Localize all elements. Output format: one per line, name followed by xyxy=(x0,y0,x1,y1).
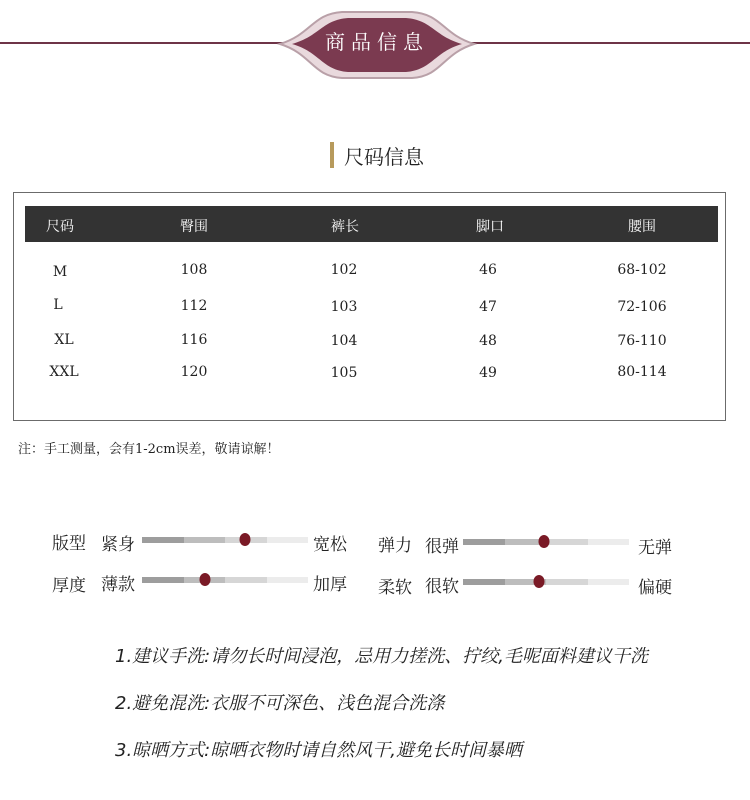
table-cell: 76-110 xyxy=(617,333,667,349)
column-header-waist: 腰围 xyxy=(628,219,656,235)
column-header-length: 裤长 xyxy=(331,219,359,235)
property-right-label: 偏硬 xyxy=(638,578,672,598)
property-right-label: 无弹 xyxy=(638,538,672,558)
table-cell: 103 xyxy=(330,299,358,315)
scale-marker xyxy=(539,535,550,548)
scale-segment xyxy=(142,577,184,583)
table-cell: 108 xyxy=(180,262,208,278)
table-cell: 102 xyxy=(330,262,358,278)
table-cell: XL xyxy=(54,332,74,348)
property-right-label: 宽松 xyxy=(313,535,347,555)
table-cell: L xyxy=(53,297,63,313)
scale-segment xyxy=(463,579,505,585)
table-cell: 47 xyxy=(479,299,497,315)
property-name: 柔软 xyxy=(378,578,412,598)
care-instruction: 2.避免混洗:衣服不可深色、浅色混合洗涤 xyxy=(115,693,445,714)
care-instruction: 3.晾晒方式:晾晒衣物时请自然风干,避免长时间暴晒 xyxy=(115,740,522,761)
scale-segment xyxy=(546,579,588,585)
table-cell: 112 xyxy=(180,298,208,314)
table-cell: 116 xyxy=(180,332,208,348)
property-left-label: 薄款 xyxy=(101,575,135,595)
size-section-title xyxy=(330,142,424,168)
table-cell: XXL xyxy=(49,364,79,380)
table-cell: M xyxy=(52,264,68,280)
table-cell: 104 xyxy=(330,333,358,349)
scale-segment xyxy=(267,537,309,543)
banner-title: 商品信息 xyxy=(325,30,429,54)
property-name: 弹力 xyxy=(378,536,412,556)
property-scale xyxy=(142,577,308,583)
scale-marker xyxy=(534,575,545,588)
property-name: 厚度 xyxy=(52,576,86,596)
property-left-label: 很弹 xyxy=(425,537,459,557)
property-left-label: 很软 xyxy=(425,577,459,597)
scale-segment xyxy=(463,539,505,545)
table-cell: 105 xyxy=(330,365,358,381)
scale-segment xyxy=(225,577,267,583)
table-cell: 46 xyxy=(479,262,497,278)
size-section-title-text: 尺码信息 xyxy=(344,144,424,169)
property-scale xyxy=(142,537,308,543)
column-header-hip: 臀围 xyxy=(180,219,208,235)
table-cell: 48 xyxy=(479,333,497,349)
property-name: 版型 xyxy=(52,534,86,554)
care-instruction: 1.建议手洗:请勿长时间浸泡，忌用力搓洗、拧绞,毛呢面料建议干洗 xyxy=(115,646,648,667)
size-table xyxy=(13,192,726,421)
table-cell: 68-102 xyxy=(617,262,667,278)
scale-segment xyxy=(546,539,588,545)
table-cell: 72-106 xyxy=(617,299,667,315)
title-accent-bar xyxy=(330,142,334,168)
scale-marker xyxy=(239,533,250,546)
property-scale xyxy=(463,539,629,545)
measurement-note: 注：手工测量，会有1-2cm误差，敬请谅解！ xyxy=(18,442,280,457)
scale-segment xyxy=(588,579,630,585)
property-left-label: 紧身 xyxy=(101,535,135,555)
scale-segment xyxy=(267,577,309,583)
scale-segment xyxy=(588,539,630,545)
table-cell: 49 xyxy=(479,365,497,381)
property-right-label: 加厚 xyxy=(313,575,347,595)
property-scale xyxy=(463,579,629,585)
scale-marker xyxy=(200,573,211,586)
scale-segment xyxy=(142,537,184,543)
column-header-size: 尺码 xyxy=(46,219,74,235)
table-cell: 80-114 xyxy=(617,364,667,380)
scale-segment xyxy=(184,537,226,543)
table-cell: 120 xyxy=(180,364,208,380)
size-table-header xyxy=(25,206,718,242)
column-header-hem: 脚口 xyxy=(476,219,504,235)
